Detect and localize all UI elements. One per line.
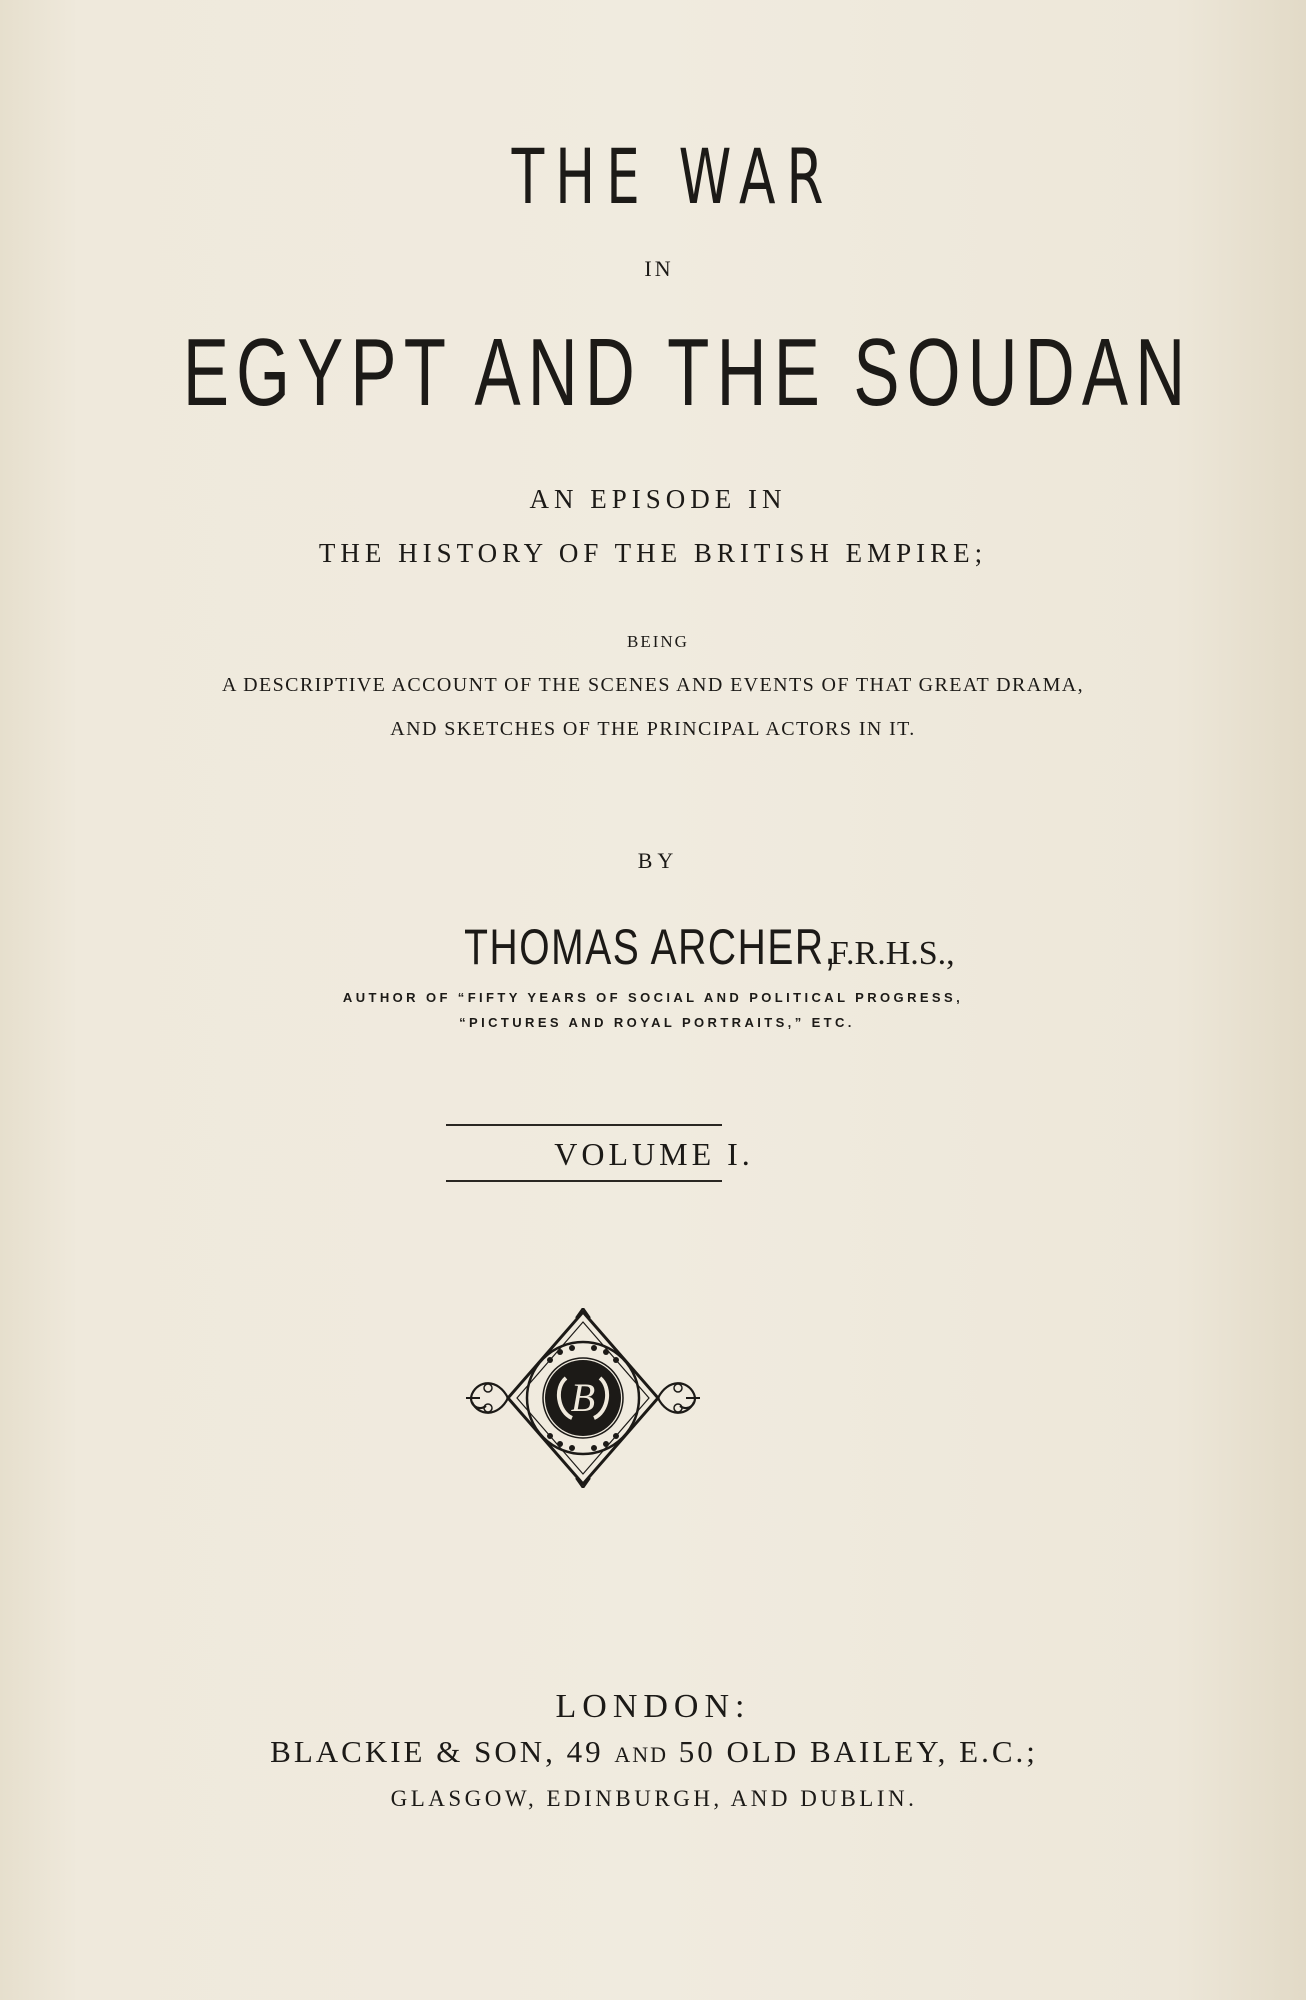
- byline: BY: [637, 848, 679, 873]
- description-lead: BEING: [627, 632, 689, 651]
- description-line-1: A DESCRIPTIVE ACCOUNT OF THE SCENES AND EVENTS OF THAT GREAT DRAMA,: [221, 674, 1085, 696]
- author-works-line-2: “PICTURES AND ROYAL PORTRAITS,” ETC.: [459, 1015, 855, 1030]
- svg-text:B: B: [570, 1375, 596, 1420]
- author-qualifications: F.R.H.S.,: [829, 935, 955, 972]
- imprint-publisher-and: AND: [614, 1742, 669, 1767]
- subtitle-line-1: AN EPISODE IN: [529, 484, 787, 514]
- title-line-2: EGYPT AND THE SOUDAN: [182, 319, 1193, 426]
- imprint-city: LONDON:: [555, 1688, 751, 1725]
- author-name: THOMAS ARCHER,: [464, 919, 838, 975]
- publisher-device-icon: [458, 1308, 708, 1488]
- title-connector: IN: [644, 256, 674, 281]
- imprint-publisher-b: 50 OLD BAILEY, E.C.;: [678, 1734, 1038, 1769]
- author-block: [8, 918, 1306, 976]
- subtitle-line-2: THE HISTORY OF THE BRITISH EMPIRE;: [318, 538, 988, 568]
- imprint-publisher-a: BLACKIE & SON, 49: [270, 1734, 604, 1769]
- imprint-cities: GLASGOW, EDINBURGH, AND DUBLIN.: [390, 1786, 918, 1811]
- description-line-2: AND SKETCHES OF THE PRINCIPAL ACTORS IN IT.: [390, 718, 916, 740]
- volume-rule-bottom: [446, 1180, 722, 1182]
- imprint-publisher: [2, 1734, 1306, 1770]
- volume-label: VOLUME I.: [554, 1136, 754, 1172]
- author-works-line-1: AUTHOR OF “FIFTY YEARS OF SOCIAL AND POLITICAL PROGRESS,: [342, 990, 964, 1005]
- title-line-1: THE WAR: [511, 132, 835, 221]
- volume-rule-top: [446, 1124, 722, 1126]
